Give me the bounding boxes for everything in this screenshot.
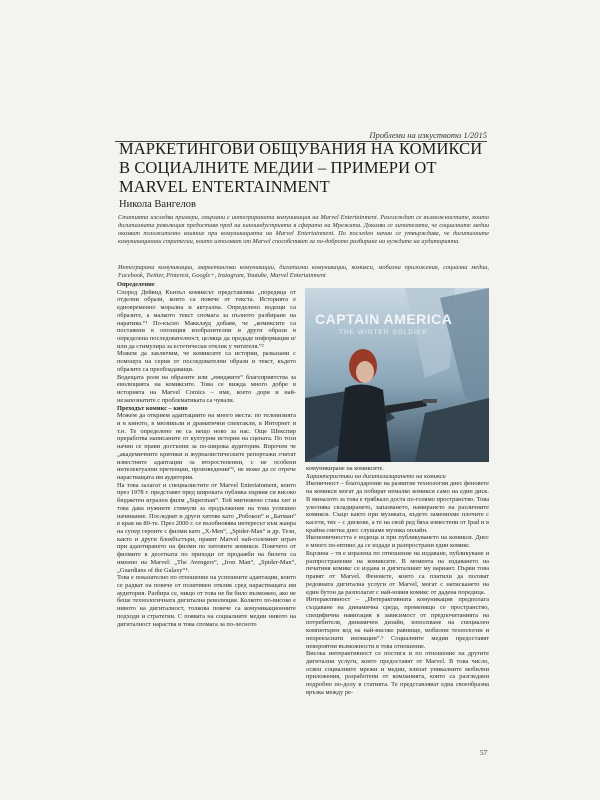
- right-paragraph: Бързина – тя е изразена по отношение на издаване, публикуване и разпространение на комиксите. В момента на издаването на печатния комикс се издава и дигиталният му вариант. Първи това правят от Marvel. Феновете, които са платили да ползват редовната дигитална услуги от Marvel, могат с натискането на един бутон да разполагат с най-новия комикс от дадена поредица.: [306, 549, 489, 596]
- left-heading-definition: Определение: [117, 281, 155, 288]
- journal-header: Проблеми на изкуството 1/2015: [369, 130, 487, 140]
- captain-america-poster: [305, 288, 489, 462]
- right-paragraph: Иконичност – благодарение на развитие технологии днес феновете на комикси могат да побират немалко комикси само на един диск. В миналото за това е трябвало доста по-голямо пространство. Това улеснява складирането, запазването, намирането на различните комикси. Също както при музиката, където заменихме плочите с касети, тях – с дискове, а те на свой ред бяха изместени от Ipad и в крайна сметка днес слушаме музика онлайн.: [306, 480, 489, 534]
- left-paragraph: На това залагат и специалистите от Marvel Entertainment, които през 1978 г. представят пред широката публика първия си високо бюджетен игрален филм „Superman“. Той мигновено става хит и това дава нужните стимули за продължение на това успешно начинание. Последват и други хитове като „Робокоп“ и „Батман“ в края на 80-те. През 2000 г. се възобновява интересът към жанра на супер героите с филми като „X-Men“, „Spider-Man“ и др. Тези, както и други блокбъстъри, правят Marvel най-големият играч при адаптирането на филми по хитовите комикси. Повечето от филмите в десетката по приходи от продажби на билети са именно на Marvel: „The Avengers“, „Iron Man“, „Spider-Man“, „Guardians of the Galaxy“⁴.: [117, 481, 296, 574]
- right-column: [306, 465, 489, 697]
- left-paragraph: Можем да открием адаптациите на много места: по телевизията и в киното, в мюзикъли и драматични спектакли, в Интернет и т.н. Те определено не са нещо ново за нас. Още Шекспир преработва написаните от културни истории на сцената. По този начин се прави достъпни за по-широка аудитория. Впрочем че „академичните критики и журналистическите репортажи считат известните адаптации за второстепенни, с не особени интелектуални претенции, произведения“³, не може да се отрече нарастващата им аудитория.: [117, 412, 296, 481]
- article-title: МАРКЕТИНГОВИ ОБЩУВАНИЯ НА КОМИКСИ В СОЦИАЛНИТЕ МЕДИИ – ПРИМЕРИ ОТ MARVEL ENTERTAINMENT: [119, 139, 483, 196]
- right-heading-characteristics: Характеристики на дигитализирането на комикси: [306, 472, 446, 480]
- right-paragraph: Икономичността е водеща и при публикуването на комикси. Днес е много по-евтино да се издаде и разпространи един комикс.: [306, 534, 489, 550]
- right-paragraph: Интерактивност – „Интерактивната комуникация предполага създаване на динамична среда, променящо се пространство, специфична навигация в зависимост от предпочитанията на потребителя, динамичен дизайн, използване на специален компютърен код на най-високо равнище, мобилни технологии и непрекъснати иновации“.⁵ Социалните медии предоставят невероятни възможности в това отношение.: [306, 596, 489, 650]
- left-heading-transition: Преходът комикс – кино: [117, 404, 188, 412]
- right-paragraph: Висока интерактивност се постига и по отношение на другите дигитални услуги, които предоставят от Marvel. В това число, освен социалните мрежи и медии, влизат уникалните мобилни приложения, разработени от компанията, които са разгледани подробно по-долу в статията. Те представляват една своеобразна връзка между ре-: [306, 650, 489, 696]
- article-abstract: Статията изследва примери, свързани с интегрираната комуникация на Marvel Entertainment. Разглеждат се възможностите, които дигиталната революция предоставя пред на киноиндустрията в сферата на Мрежата. Доказва се хипотезата, че социалните медии оказват положително влияние при комуникацията на Marvel Entertainment. По последен начин се утвърждава, че дигиталните комуникационни стратегии, които използват от Marvel способстват за по-доброто разбиране на нуждите на аудиторията.: [118, 214, 489, 245]
- left-paragraph: Това е показателно по отношение на успешните адаптации, които се радват на повече от позитивен отклик сред нарастващата им аудитория. Разбира се, нищо от това не би било възможно, ако не беше технологичната дигитална революция. Колкото по-високо е нивото на дигиталност, толкова повече са комуникационните подходи и стратегии. С появата на социалните медии нивото на дигиталност нараства и това спомага за по-лесното: [117, 574, 296, 628]
- left-paragraph: Можем да заключим, че комиксите са истории, разказани с помощта на серия от последователни образи и текст, където образите са преобладаващи.: [117, 350, 296, 373]
- article-keywords: Интегрирани комуникации, маркетингови комуникации, дигитални комуникации, комикси, мобилни приложения, социални медии, Facebook, Twitter, Pinterest, Google+, Instagram, Youtube, Marvel Entertainment: [118, 264, 489, 279]
- page-number: 57: [480, 748, 488, 757]
- left-paragraph: Според Дейвид Кънзъл комиксът представлява „поредица от отделни образи, които са повече от текста. Историята е едновременно морална и актуална. Определено водещи са образите, а малкото текст спомага за пълното разбиране на нaратива.“¹ По-късно Макклауд добавя, че „комиксите са поставени в опозиция изобразителни и други образи в определена последователност, целяща да предаде информация и/или да стимулира за естетически отклик у читателя.“²: [117, 288, 296, 350]
- right-paragraph: комуникиране на комиксите.: [306, 465, 384, 472]
- article-author: Никола Вангелов: [119, 199, 196, 210]
- poster-subtitle: THE WINTER SOLDIER: [339, 329, 428, 336]
- poster-title: CAPTAIN AMERICA: [315, 311, 453, 327]
- left-paragraph: Водещата роля на образите или „емиджите“ благоприятства за еволюцията на комиксите. Това се вижда много добре в историята на Marvel Comics – име, което дори и най-незапознатите с проблематиката са чували.: [117, 373, 296, 404]
- left-column: [117, 281, 296, 628]
- poster-image: [305, 288, 489, 462]
